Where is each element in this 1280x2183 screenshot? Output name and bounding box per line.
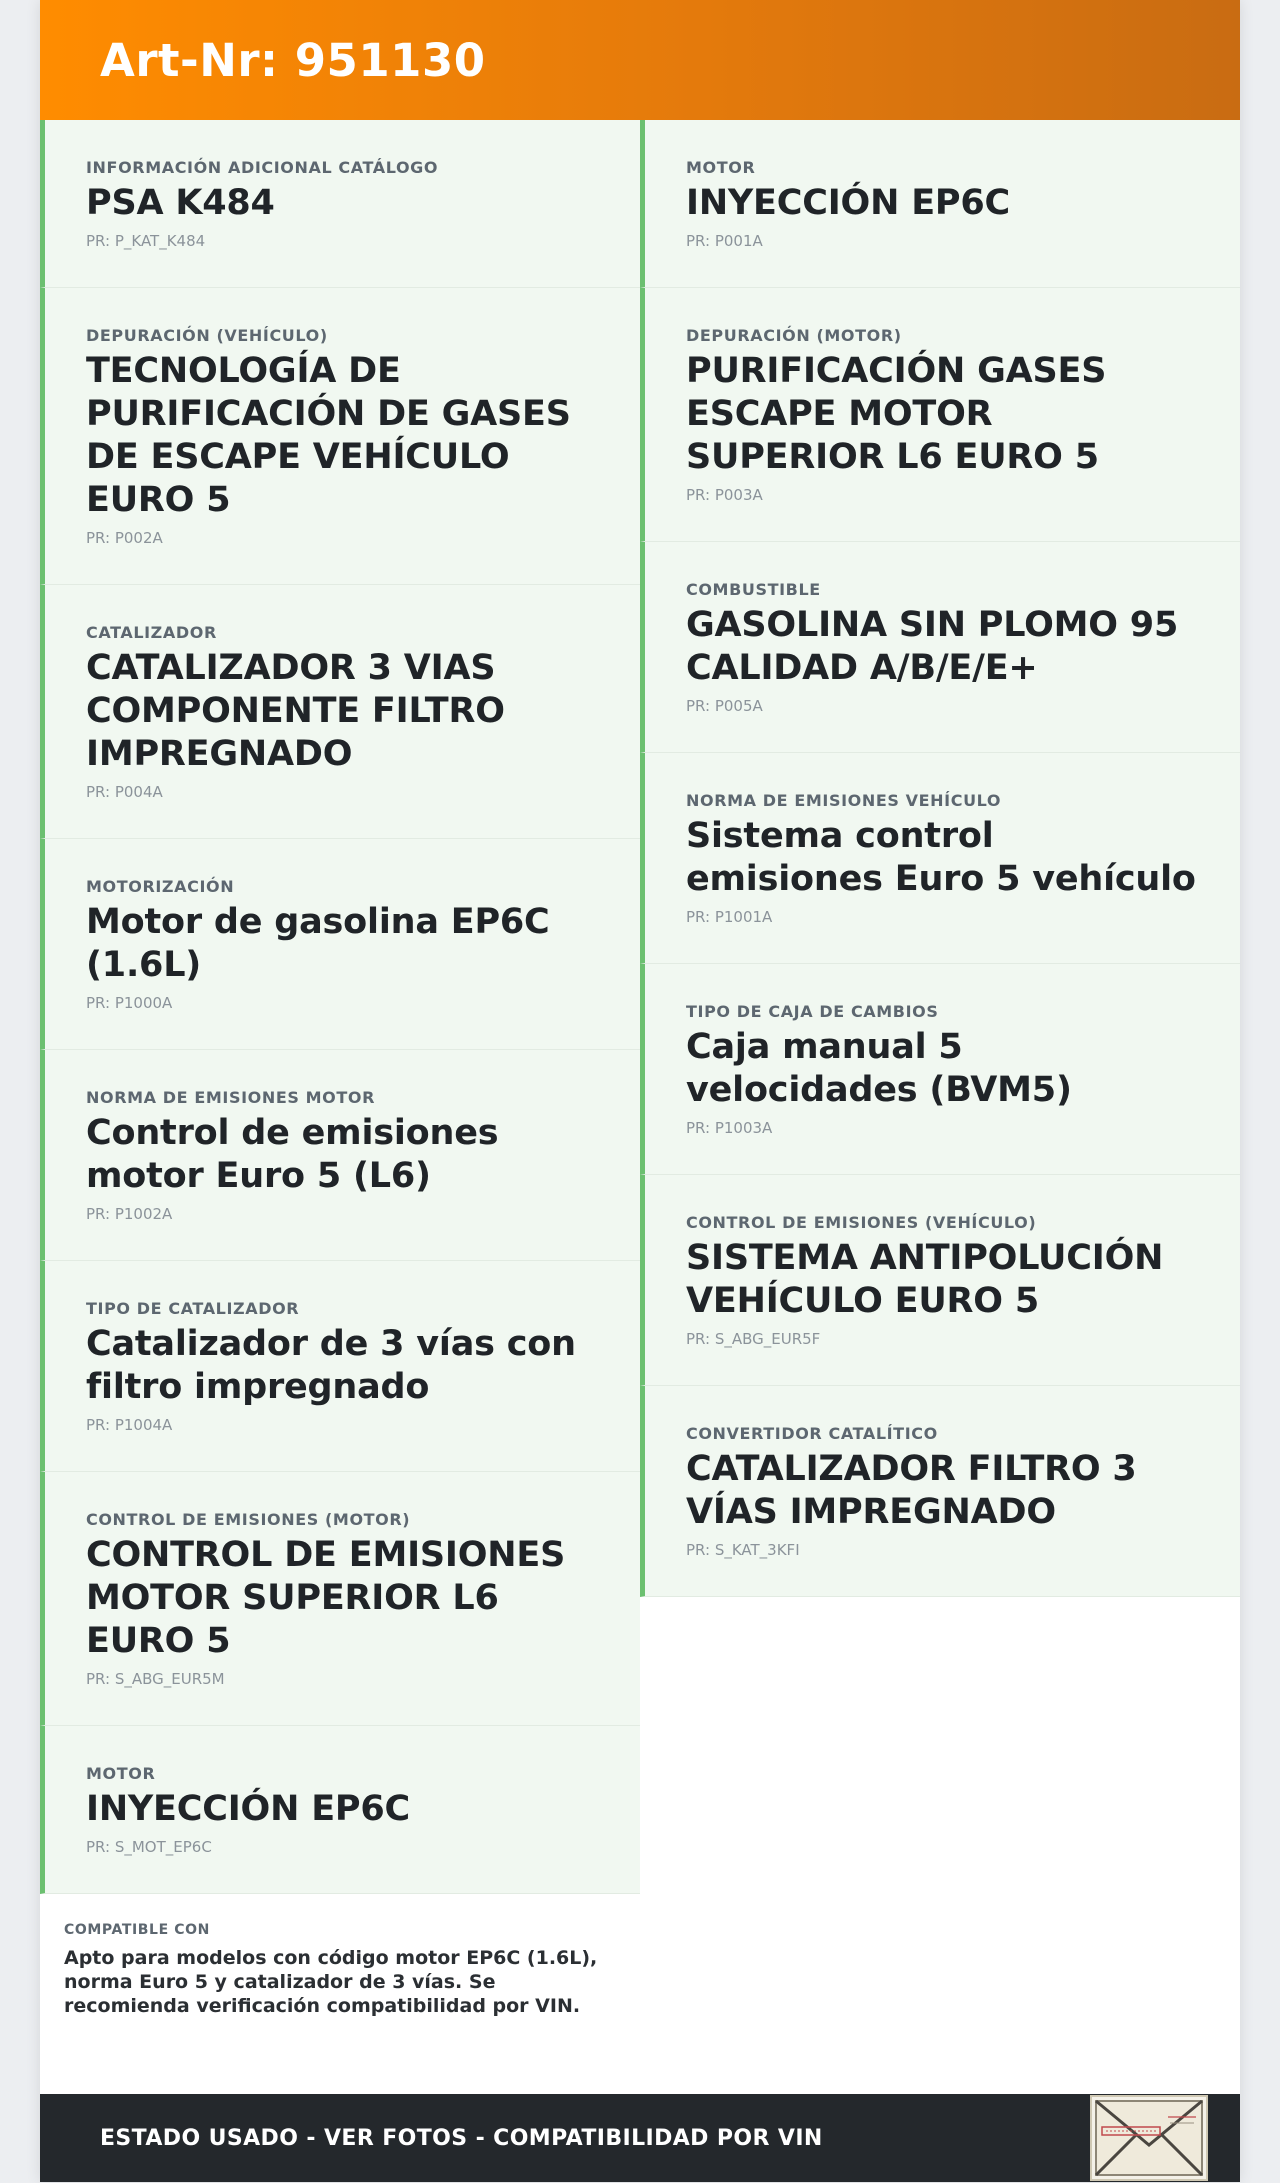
attribute-value: CATALIZADOR FILTRO 3 VÍAS IMPREGNADO bbox=[686, 1449, 1137, 1532]
attribute-label: CONVERTIDOR CATALÍTICO bbox=[686, 1424, 938, 1443]
attribute-label: INFORMACIÓN ADICIONAL CATÁLOGO bbox=[86, 158, 439, 177]
attribute-value: GASOLINA SIN PLOMO 95 CALIDAD A/B/E/E+ bbox=[686, 605, 1179, 688]
attribute-label: DEPURACIÓN (MOTOR) bbox=[686, 326, 902, 345]
attribute-card bbox=[640, 288, 1240, 542]
attribute-value: CATALIZADOR 3 VIAS COMPONENTE FILTRO IMPREGNADO bbox=[86, 648, 505, 774]
attribute-column-right bbox=[640, 120, 1240, 1597]
attribute-card bbox=[40, 1261, 640, 1472]
attribute-pr-code: PR: P1003A bbox=[686, 1119, 773, 1137]
attribute-grid bbox=[40, 120, 1240, 2038]
attribute-card bbox=[40, 839, 640, 1050]
attribute-card bbox=[640, 1175, 1240, 1386]
page-header bbox=[40, 0, 1240, 120]
compatibility-note bbox=[40, 1894, 640, 2038]
attribute-label: COMBUSTIBLE bbox=[686, 580, 821, 599]
attribute-card bbox=[40, 288, 640, 585]
attribute-card bbox=[40, 1472, 640, 1726]
attribute-pr-code: PR: P1001A bbox=[686, 908, 773, 926]
compatibility-text: Apto para modelos con código motor EP6C (1.6L), norma Euro 5 y catalizador de 3 vías. Se recomienda verificación compatibilidad por VIN. bbox=[64, 1947, 598, 2017]
attribute-value: Sistema control emisiones Euro 5 vehículo bbox=[686, 816, 1196, 899]
page-title: Art-Nr: 951130 bbox=[100, 33, 486, 87]
attribute-label: TIPO DE CAJA DE CAMBIOS bbox=[686, 1002, 939, 1021]
attribute-label: DEPURACIÓN (VEHÍCULO) bbox=[86, 326, 328, 345]
attribute-card bbox=[640, 1386, 1240, 1597]
attribute-pr-code: PR: S_MOT_EP6C bbox=[86, 1838, 212, 1856]
attribute-value: INYECCIÓN EP6C bbox=[86, 1789, 410, 1829]
attribute-card bbox=[640, 753, 1240, 964]
status-footer bbox=[40, 2094, 1240, 2182]
attribute-label: MOTORIZACIÓN bbox=[86, 877, 235, 896]
attribute-pr-code: PR: P003A bbox=[686, 486, 763, 504]
attribute-label: NORMA DE EMISIONES VEHÍCULO bbox=[686, 791, 1002, 810]
attribute-value: TECNOLOGÍA DE PURIFICACIÓN DE GASES DE ESCAPE VEHÍCULO EURO 5 bbox=[86, 351, 571, 520]
attribute-label: MOTOR bbox=[86, 1764, 156, 1783]
attribute-label: CONTROL DE EMISIONES (MOTOR) bbox=[86, 1510, 411, 1529]
attribute-card bbox=[640, 120, 1240, 288]
attribute-value: Caja manual 5 velocidades (BVM5) bbox=[686, 1027, 1072, 1110]
attribute-pr-code: PR: P001A bbox=[686, 232, 763, 250]
attribute-value: PSA K484 bbox=[86, 183, 275, 223]
article-page bbox=[40, 0, 1240, 2182]
envelope-icon bbox=[1092, 2097, 1206, 2179]
attribute-card bbox=[40, 1050, 640, 1261]
attribute-pr-code: PR: P002A bbox=[86, 529, 163, 547]
compatibility-label: COMPATIBLE CON bbox=[64, 1922, 210, 1938]
attribute-pr-code: PR: P1002A bbox=[86, 1205, 173, 1223]
attribute-label: TIPO DE CATALIZADOR bbox=[86, 1299, 300, 1318]
attribute-value: PURIFICACIÓN GASES ESCAPE MOTOR SUPERIOR L6 EURO 5 bbox=[686, 351, 1107, 477]
attribute-pr-code: PR: S_ABG_EUR5M bbox=[86, 1670, 225, 1688]
attribute-value: Control de emisiones motor Euro 5 (L6) bbox=[86, 1113, 499, 1196]
attribute-pr-code: PR: P1000A bbox=[86, 994, 173, 1012]
attribute-pr-code: PR: P005A bbox=[686, 697, 763, 715]
attribute-label: MOTOR bbox=[686, 158, 756, 177]
attribute-label: CATALIZADOR bbox=[86, 623, 217, 642]
attribute-value: SISTEMA ANTIPOLUCIÓN VEHÍCULO EURO 5 bbox=[686, 1238, 1164, 1321]
attribute-card bbox=[40, 1726, 640, 1894]
attribute-pr-code: PR: P004A bbox=[86, 783, 163, 801]
attribute-card bbox=[640, 964, 1240, 1175]
attribute-pr-code: PR: S_ABG_EUR5F bbox=[686, 1330, 821, 1348]
attribute-column-left bbox=[40, 120, 640, 2038]
attribute-pr-code: PR: P1004A bbox=[86, 1416, 173, 1434]
attribute-card bbox=[40, 585, 640, 839]
attribute-card bbox=[40, 120, 640, 288]
attribute-label: NORMA DE EMISIONES MOTOR bbox=[86, 1088, 376, 1107]
attribute-value: Motor de gasolina EP6C (1.6L) bbox=[86, 902, 550, 985]
attribute-value: INYECCIÓN EP6C bbox=[686, 183, 1010, 223]
postage-stamp-envelope-icon bbox=[1090, 2095, 1208, 2181]
attribute-pr-code: PR: P_KAT_K484 bbox=[86, 232, 206, 250]
attribute-value: CONTROL DE EMISIONES MOTOR SUPERIOR L6 EURO 5 bbox=[86, 1535, 566, 1661]
attribute-card bbox=[640, 542, 1240, 753]
attribute-pr-code: PR: S_KAT_3KFI bbox=[686, 1541, 800, 1559]
footer-status-text: ESTADO USADO - VER FOTOS - COMPATIBILIDAD POR VIN bbox=[100, 2125, 823, 2151]
attribute-label: CONTROL DE EMISIONES (VEHÍCULO) bbox=[686, 1213, 1037, 1232]
attribute-value: Catalizador de 3 vías con filtro impregnado bbox=[86, 1324, 576, 1407]
